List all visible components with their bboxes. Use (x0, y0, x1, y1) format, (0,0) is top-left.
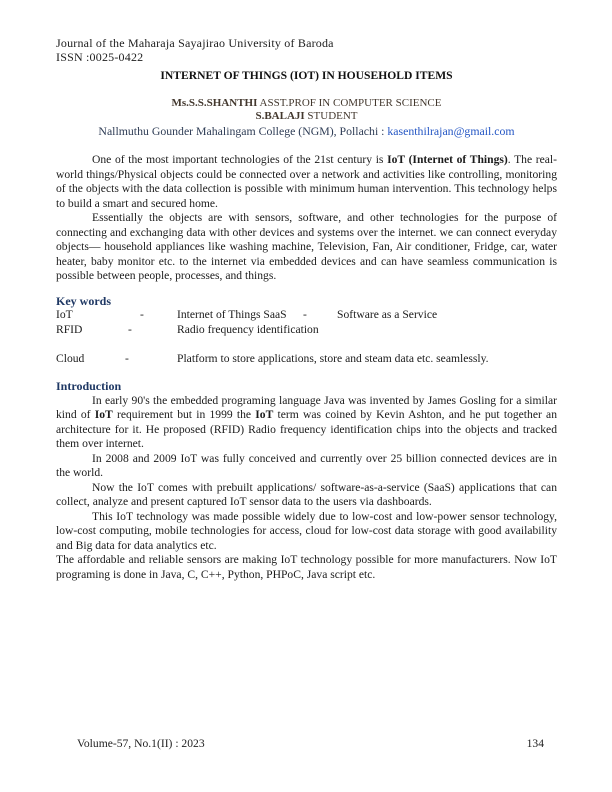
article-title: INTERNET OF THINGS (IOT) IN HOUSEHOLD ITEMS (160, 69, 453, 82)
journal-issn: ISSN :0025-0422 (56, 49, 144, 64)
keyword-row-rfid (56, 323, 557, 338)
keyword-dash: - (125, 351, 129, 365)
footer-page-number: 134 (526, 737, 544, 750)
opening-paragraph-1 (56, 153, 557, 211)
footer-volume-info: Volume-57, No.1(II) : 2023 (77, 737, 205, 750)
article-body (56, 153, 557, 582)
journal-name: Journal of the Maharaja Sayajirao University of Baroda (56, 36, 334, 50)
affiliation-line (56, 124, 557, 138)
keyword-def-saas: Software as a Service (337, 308, 438, 321)
opening-p1-text-a: One of the most important technologies of the 21st century is (92, 153, 388, 166)
author-line-2 (56, 110, 557, 123)
introduction-heading: Introduction (56, 379, 122, 393)
introduction-paragraph-4: This IoT technology was made possible widely due to low-cost and low-power sensor technology, low-cost computing, mobile technologies for access, cloud for low-cost data storage with good availability and Big data for data analytics etc. (56, 509, 557, 552)
introduction-paragraph-1 (56, 394, 557, 452)
keywords-heading: Key words (56, 293, 111, 308)
intro-p1-text-c: term was coined by Kevin Ashton, and he put together an architecture for it. He proposed (RFID) Radio frequency identification chips into the objects and tracked them over internet. (56, 408, 557, 450)
intro-p1-bold-iot-b: IoT (255, 408, 274, 421)
keyword-def-cloud: Platform to store applications, store and steam data etc. seamlessly. (177, 351, 489, 365)
page-footer (77, 737, 544, 751)
keyword-term-rfid: RFID (56, 322, 83, 336)
keyword-dash: - (140, 308, 144, 321)
keyword-dash: - (303, 308, 307, 321)
keyword-row-iot-saas (56, 308, 557, 323)
keyword-dash: - (128, 322, 132, 336)
intro-p1-text-b: requirement but in 1999 the (112, 408, 256, 421)
keyword-term-iot: IoT (56, 308, 73, 321)
author-2-role: STUDENT (304, 109, 358, 122)
author-line-1 (56, 97, 557, 110)
author-block (56, 97, 557, 138)
keyword-term-cloud: Cloud (56, 351, 85, 365)
email-link[interactable]: kasenthilrajan@gmail.com (387, 124, 515, 138)
author-1-role: ASST.PROF IN COMPUTER SCIENCE (257, 97, 442, 109)
intro-p1-bold-iot-a: IoT (94, 408, 113, 421)
author-2-name: S.BALAJI (255, 109, 305, 122)
intro-p1-text-a: In early 90's the embedded programing language Java was invented by James Gosling for a similar kind of (56, 393, 557, 421)
author-1-name: Ms.S.S.SHANTHI (171, 97, 258, 109)
opening-p1-text-b: . The real-world things/Physical objects could be connected over a network and activities like controlling, monitoring of the objects with the data collection is possible with minimum human intervention. This technology helps to build a smart and secured home. (56, 153, 558, 210)
keyword-row-cloud (56, 352, 557, 367)
journal-masthead (56, 37, 557, 64)
keyword-def-rfid: Radio frequency identification (177, 322, 319, 336)
introduction-paragraph-5: The affordable and reliable sensors are making IoT technology possible for more manufacturers. Now IoT programing is done in Java, C, C++, Python, PHPoC, Java script etc. (56, 553, 557, 581)
keyword-def-iot: Internet of Things SaaS (177, 308, 287, 321)
introduction-paragraph-2: In 2008 and 2009 IoT was fully conceived and currently over 25 billion connected devices are in the world. (56, 451, 557, 479)
introduction-paragraph-3: Now the IoT comes with prebuilt applications/ software-as-a-service (SaaS) applications that can collect, analyze and present captured IoT sensor data to the users via dashboards. (56, 480, 557, 508)
affiliation-text: Nallmuthu Gounder Mahalingam College (NGM), Pollachi : (98, 124, 388, 138)
opening-paragraph-2: Essentially the objects are with sensors, software, and other technologies for the purpose of connecting and exchanging data with other devices and systems over the internet. we can connect everyday objects— household appliances like washing machine, Television, Fan, Air conditioner, Fridge, car, water heater, baby monitor etc. to the internet via embedded devices and can have seamless communication is possible between people, processes, and things. (56, 211, 557, 282)
opening-p1-bold-iot: IoT (Internet of Things) (387, 153, 508, 166)
